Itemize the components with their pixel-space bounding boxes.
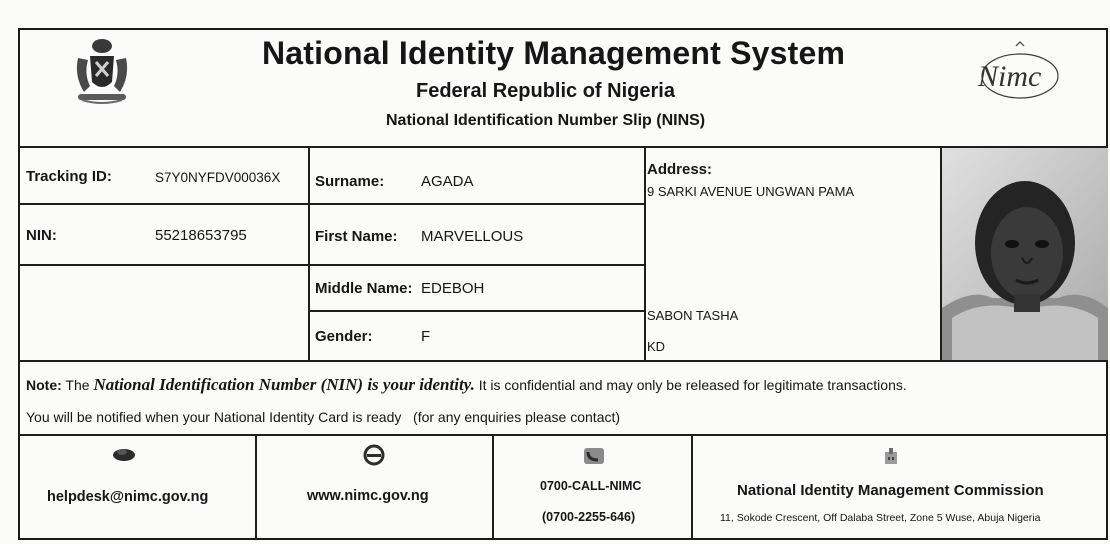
surname-label: Surname: bbox=[315, 173, 385, 190]
note-emphasis: National Identification Number (NIN) is your identity. bbox=[93, 375, 475, 394]
nimc-logo-text: Nimc bbox=[978, 60, 1042, 93]
gender-label: Gender: bbox=[315, 328, 373, 345]
nin-value: 55218653795 bbox=[155, 227, 247, 244]
page-subtitle: Federal Republic of Nigeria bbox=[416, 80, 675, 102]
phone-icon bbox=[583, 446, 605, 466]
address-line-2: SABON TASHA bbox=[647, 308, 739, 323]
page-title: National Identity Management System bbox=[262, 35, 846, 71]
footer-divider-3 bbox=[691, 434, 693, 540]
note-line-1 bbox=[26, 375, 907, 395]
col-divider-2 bbox=[644, 146, 646, 361]
col-divider-1 bbox=[308, 146, 310, 361]
address-line-1: 9 SARKI AVENUE UNGWAN PAMA bbox=[647, 184, 855, 199]
footer-divider-1 bbox=[255, 434, 257, 540]
phone-digits: (0700-2255-646) bbox=[542, 510, 636, 524]
tracking-id-label: Tracking ID: bbox=[26, 168, 112, 185]
org-address: 11, Sokode Crescent, Off Dalaba Street, Zone 5 Wuse, Abuja Nigeria bbox=[720, 512, 1041, 524]
address-label: Address: bbox=[647, 161, 713, 178]
row-divider-2 bbox=[18, 264, 644, 266]
note-rest: It is confidential and may only be released for legitimate transactions. bbox=[478, 377, 907, 393]
email-icon bbox=[112, 446, 136, 462]
nin-label: NIN: bbox=[26, 227, 57, 244]
phone-number: 0700-CALL-NIMC bbox=[540, 479, 642, 493]
coat-of-arms-logo bbox=[70, 36, 134, 106]
web-browser-icon bbox=[363, 444, 385, 466]
row-divider-3 bbox=[308, 310, 644, 312]
office-building-icon bbox=[882, 446, 900, 466]
address-line-3: KD bbox=[647, 339, 666, 354]
middle-name-value: EDEBOH bbox=[421, 280, 485, 297]
middle-name-label: Middle Name: bbox=[315, 280, 413, 297]
row-divider-1 bbox=[18, 203, 644, 205]
tracking-id-value: S7Y0NYFDV00036X bbox=[155, 170, 281, 185]
note-divider bbox=[18, 434, 1108, 436]
nimc-logo bbox=[970, 40, 1070, 104]
surname-value: AGADA bbox=[421, 173, 474, 190]
note-line-2: You will be notified when your National Identity Card is ready (for any enquiries please contact) bbox=[26, 409, 621, 425]
website-link[interactable]: www.nimc.gov.ng bbox=[307, 488, 429, 504]
first-name-label: First Name: bbox=[315, 228, 398, 245]
org-name: National Identity Management Commission bbox=[737, 482, 1044, 499]
details-divider bbox=[18, 360, 1108, 362]
note-the: The bbox=[65, 377, 90, 393]
footer-divider-2 bbox=[492, 434, 494, 540]
slip-title: National Identification Number Slip (NINS) bbox=[386, 112, 706, 129]
note-prefix: Note: bbox=[26, 377, 62, 393]
holder-photo bbox=[942, 148, 1108, 360]
gender-value: F bbox=[421, 328, 431, 345]
first-name-value: MARVELLOUS bbox=[421, 228, 524, 245]
helpdesk-email-link[interactable]: helpdesk@nimc.gov.ng bbox=[47, 489, 209, 505]
